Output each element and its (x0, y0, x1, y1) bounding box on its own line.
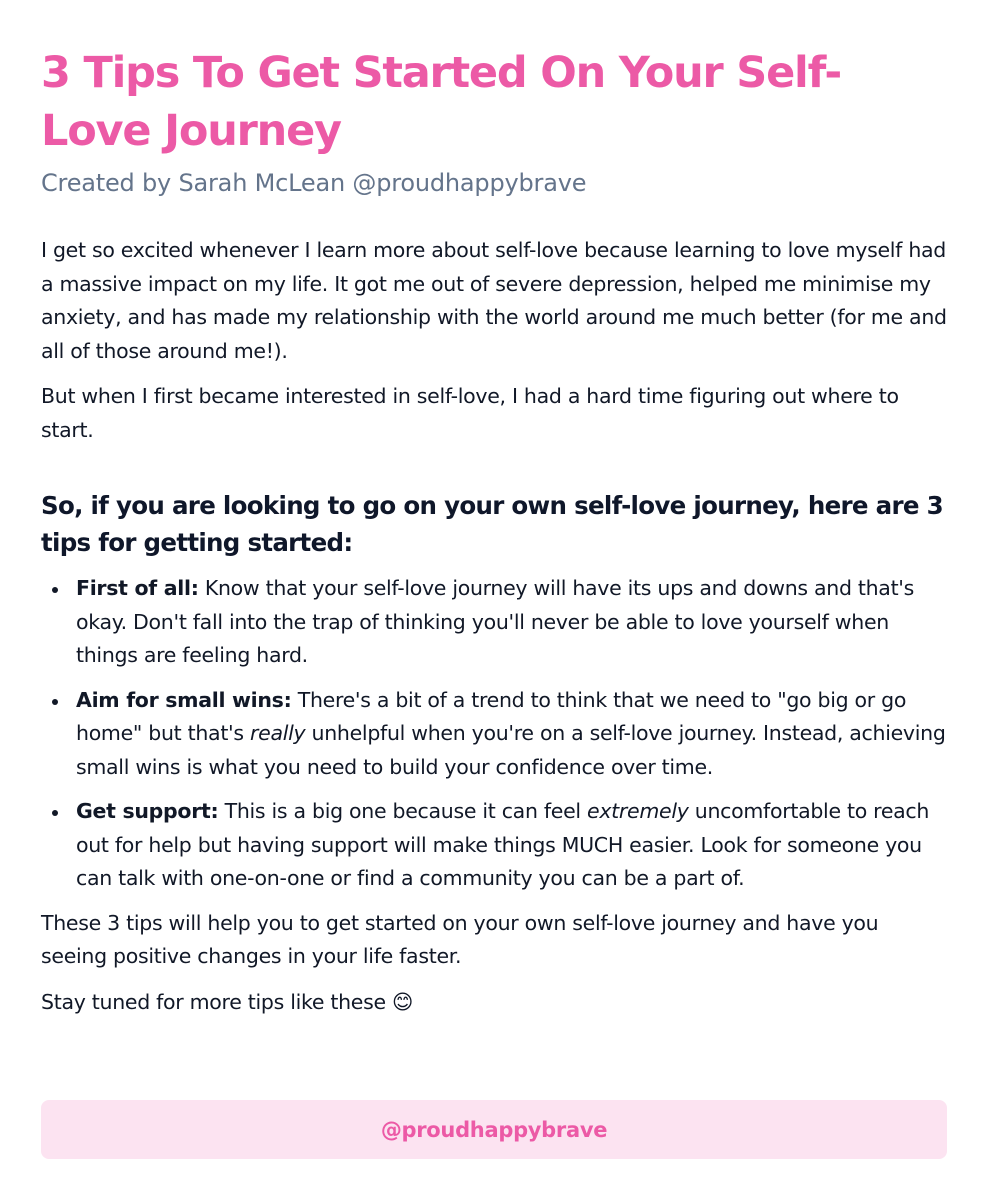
list-item (41, 572, 947, 673)
tip-emphasis: extremely (587, 799, 689, 823)
tip-lead: Aim for small wins: (76, 687, 292, 712)
list-item (41, 684, 947, 785)
tip-text: uncomfortable to reach out for help but having support will make things MUCH easier. Look for someone you can talk with one-on-one or find a community you can be a part of. (76, 799, 930, 890)
tip-text: Know that your self-love journey will have its ups and downs and that's okay. Don't fall into the trap of thinking you'll never be able to love yourself when things are feeling hard. (76, 576, 915, 667)
article (41, 44, 947, 1019)
intro-paragraph-2: But when I first became interested in self-love, I had a hard time figuring out where to start. (41, 384, 899, 442)
outro-paragraph-1: These 3 tips will help you to get started on your own self-love journey and have you seeing positive changes in your life faster. (41, 910, 879, 968)
intro-paragraph-1: I get so excited whenever I learn more about self-love because learning to love myself had a massive impact on my life. It got me out of severe depression, helped me minimise my anxiety, and has made my relationship with the world around me much better (for me and all of those around me!). (41, 238, 947, 363)
footer-handle-bar (41, 1100, 947, 1159)
section-heading: So, if you are looking to go on your own self-love journey, here are 3 tips for getting started: (41, 491, 943, 557)
page-title: 3 Tips To Get Started On Your Self-Love Journey (41, 48, 841, 156)
footer-handle: @proudhappybrave (380, 1117, 608, 1142)
tip-text: unhelpful when you're on a self-love journey. Instead, achieving small wins is what you need to build your confidence over time. (76, 721, 946, 779)
tip-emphasis: really (250, 721, 306, 745)
tip-lead: Get support: (76, 799, 219, 823)
tip-lead: First of all: (76, 576, 199, 600)
tip-text: There's a bit of a trend to think that we need to "go big or go home" but that's (76, 687, 907, 745)
list-item (41, 795, 947, 896)
outro-paragraph-2: Stay tuned for more tips like these 😊 (41, 989, 414, 1014)
tips-list (41, 572, 947, 896)
author-byline: Created by Sarah McLean @proudhappybrave (41, 169, 587, 197)
tip-text: This is a big one because it can feel (218, 799, 588, 823)
